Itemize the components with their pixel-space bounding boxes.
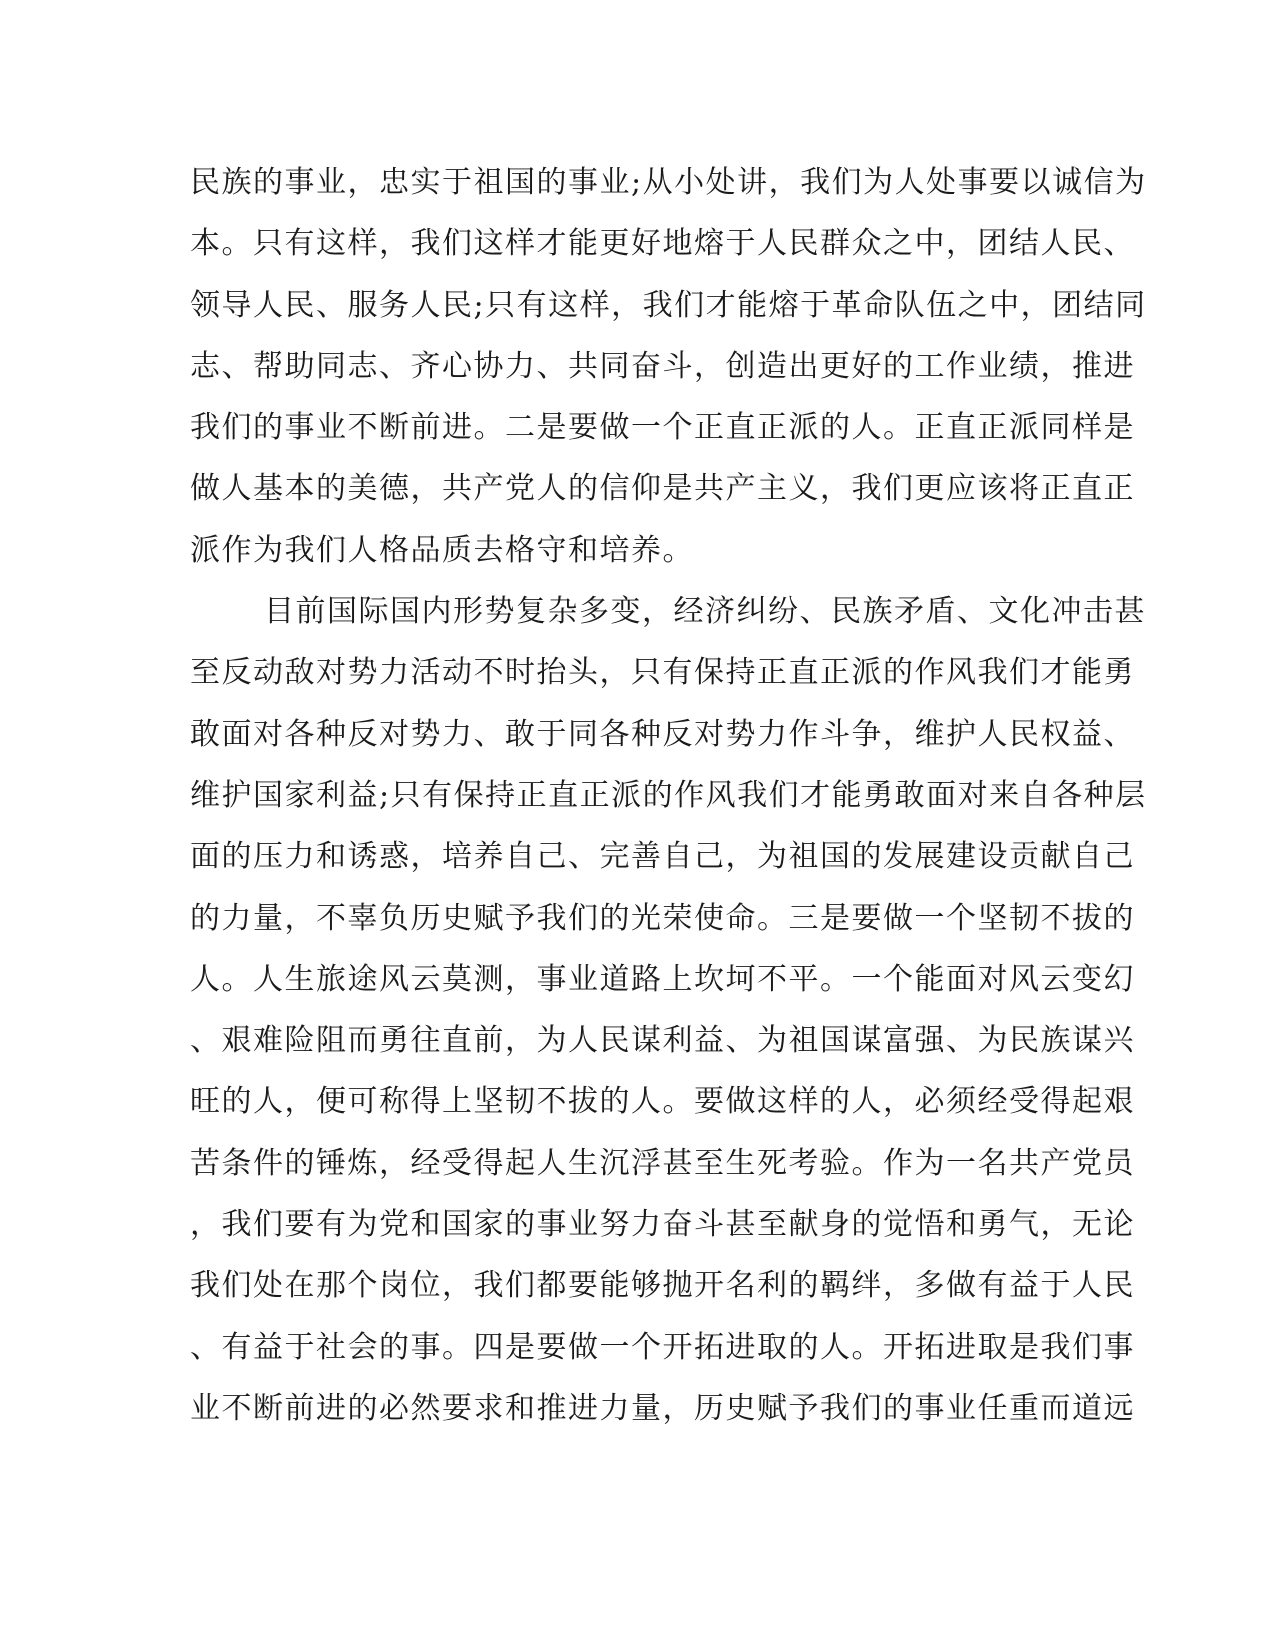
- paragraph-2: [190, 581, 1147, 1439]
- text-line: 维护国家利益;只有保持正直正派的作风我们才能勇敢面对来自各种层: [190, 777, 1147, 813]
- text-line: 苦条件的锤炼，经受得起人生沉浮甚至生死考验。作为一名共产党员: [190, 1145, 1135, 1181]
- text-line: 旺的人，便可称得上坚韧不拔的人。要做这样的人，必须经受得起艰: [190, 1084, 1135, 1120]
- text-line: 、艰难险阻而勇往直前，为人民谋利益、为祖国谋富强、为民族谋兴: [190, 1023, 1135, 1059]
- text-line: 至反动敌对势力活动不时抬头，只有保持正直正派的作风我们才能勇: [190, 655, 1135, 691]
- body-text: [190, 152, 1147, 1439]
- text-line: 业不断前进的必然要求和推进力量，历史赋予我们的事业任重而道远: [190, 1390, 1135, 1426]
- text-line: 的力量，不辜负历史赋予我们的光荣使命。三是要做一个坚韧不拔的: [190, 900, 1135, 936]
- text-line: 面的压力和诱惑，培养自己、完善自己，为祖国的发展建设贡献自己: [190, 839, 1135, 875]
- text-line: 我们处在那个岗位，我们都要能够抛开名利的羁绊，多做有益于人民: [190, 1268, 1135, 1304]
- text-line: 派作为我们人格品质去格守和培养。: [190, 532, 694, 568]
- text-line: 志、帮助同志、齐心协力、共同奋斗，创造出更好的工作业绩，推进: [190, 348, 1135, 384]
- paragraph-1: [190, 152, 1147, 581]
- text-line: 民族的事业，忠实于祖国的事业;从小处讲，我们为人处事要以诚信为: [190, 165, 1147, 200]
- text-line: ，我们要有为党和国家的事业努力奋斗甚至献身的觉悟和勇气，无论: [190, 1207, 1135, 1243]
- text-line: 领导人民、服务人民;只有这样，我们才能熔于革命队伍之中，团结同: [190, 287, 1147, 323]
- text-line: 本。只有这样，我们这样才能更好地熔于人民群众之中，团结人民、: [190, 226, 1135, 262]
- text-line: 敢面对各种反对势力、敢于同各种反对势力作斗争，维护人民权益、: [190, 716, 1135, 752]
- text-line: 目前国际国内形势复杂多变，经济纠纷、民族矛盾、文化冲击甚: [264, 594, 1146, 630]
- text-line: 人。人生旅途风云莫测，事业道路上坎坷不平。一个能面对风云变幻: [190, 961, 1135, 997]
- text-line: 做人基本的美德，共产党人的信仰是共产主义，我们更应该将正直正: [190, 471, 1135, 507]
- text-line: 我们的事业不断前进。二是要做一个正直正派的人。正直正派同样是: [190, 410, 1135, 446]
- text-line: 、有益于社会的事。四是要做一个开拓进取的人。开拓进取是我们事: [190, 1329, 1135, 1365]
